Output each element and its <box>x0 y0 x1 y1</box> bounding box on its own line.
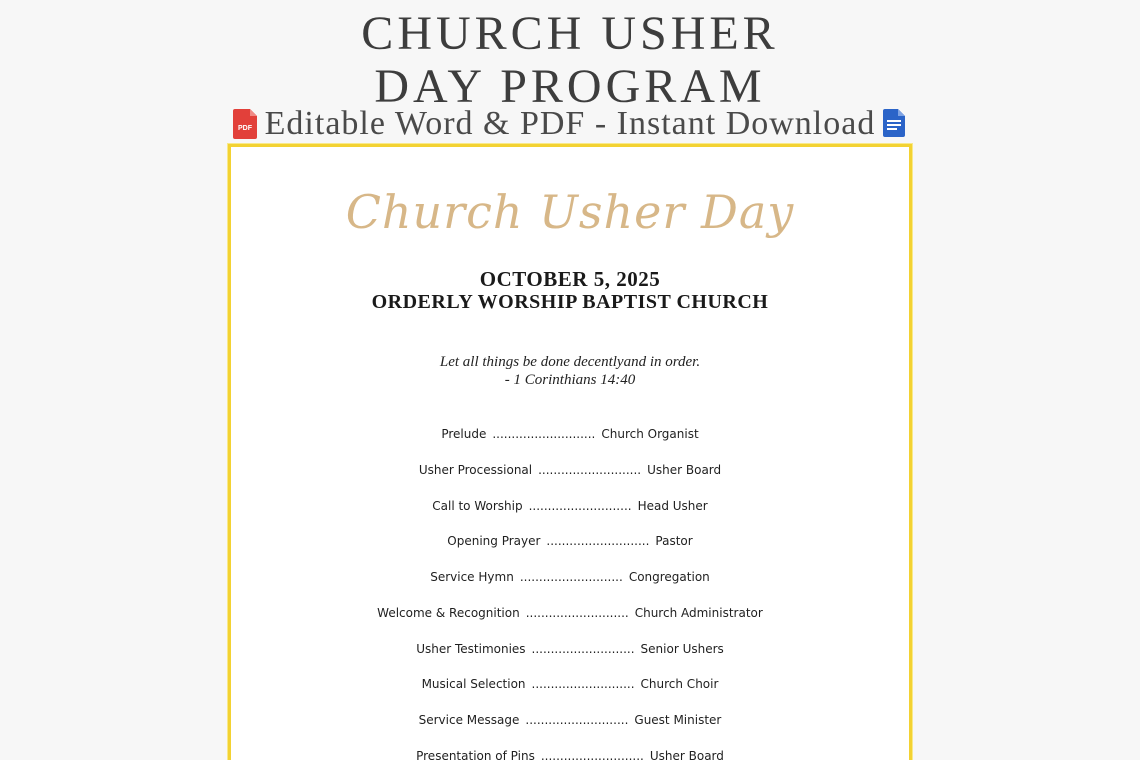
program-item <box>231 499 909 535</box>
scripture-verse: Let all things be done decentlyand in order. <box>439 354 701 370</box>
program-item <box>231 570 909 606</box>
program-item-title: Opening Prayer <box>447 534 541 549</box>
page-title-line-1: CHURCH USHER <box>361 7 779 60</box>
program-item-title: Call to Worship <box>432 498 523 513</box>
program-item <box>231 534 909 570</box>
event-date: OCTOBER 5, 2025 <box>479 267 661 291</box>
program-item-person: Senior Ushers <box>640 641 724 656</box>
dot-leader: ........................... <box>525 713 629 727</box>
dot-leader: ........................... <box>519 570 623 584</box>
dot-leader: ........................... <box>538 462 642 477</box>
dot-leader: ........................... <box>531 677 635 692</box>
program-item-person: Guest Minister <box>634 713 722 727</box>
pdf-file-icon <box>233 109 257 139</box>
program-item <box>231 463 909 499</box>
program-item-person: Pastor <box>655 534 693 549</box>
dot-leader: ........................... <box>492 427 596 441</box>
program-item-title: Service Hymn <box>430 570 514 584</box>
program-item <box>231 642 909 678</box>
program-item-title: Service Message <box>418 713 520 727</box>
subtitle-row <box>0 104 1140 144</box>
dot-leader: ........................... <box>531 641 635 656</box>
program-item <box>231 606 909 642</box>
program-item-person: Church Administrator <box>634 605 763 620</box>
program-item-title: Musical Selection <box>421 677 526 692</box>
program-item <box>231 713 909 749</box>
scripture-reference: - 1 Corinthians 14:40 <box>504 372 636 388</box>
program-item-person: Head Usher <box>637 498 708 513</box>
program-item <box>231 749 909 760</box>
dot-leader: ........................... <box>540 748 644 760</box>
dot-leader: ........................... <box>546 534 650 549</box>
pdf-icon-label: PDF <box>237 125 252 132</box>
church-name: ORDERLY WORSHIP BAPTIST CHURCH <box>371 291 769 313</box>
program-item-person: Usher Board <box>647 462 722 477</box>
program-item-person: Church Organist <box>601 427 699 441</box>
page-title-line-2: DAY PROGRAM <box>374 60 766 113</box>
program-order-list <box>231 427 909 760</box>
program-item <box>231 427 909 463</box>
script-title: Church Usher Day <box>345 185 795 239</box>
program-item-person: Usher Board <box>649 748 724 760</box>
program-item-title: Prelude <box>441 427 487 441</box>
program-item-title: Usher Testimonies <box>416 641 526 656</box>
program-item <box>231 677 909 713</box>
program-item-person: Church Choir <box>640 677 719 692</box>
subtitle: Editable Word & PDF - Instant Download <box>264 105 876 142</box>
program-document <box>228 144 912 760</box>
program-item-title: Presentation of Pins <box>416 748 535 760</box>
word-doc-icon <box>883 109 907 139</box>
dot-leader: ........................... <box>525 605 629 620</box>
program-item-person: Congregation <box>628 570 710 584</box>
program-item-title: Welcome & Recognition <box>377 605 520 620</box>
dot-leader: ........................... <box>528 498 632 513</box>
program-item-title: Usher Processional <box>418 462 533 477</box>
